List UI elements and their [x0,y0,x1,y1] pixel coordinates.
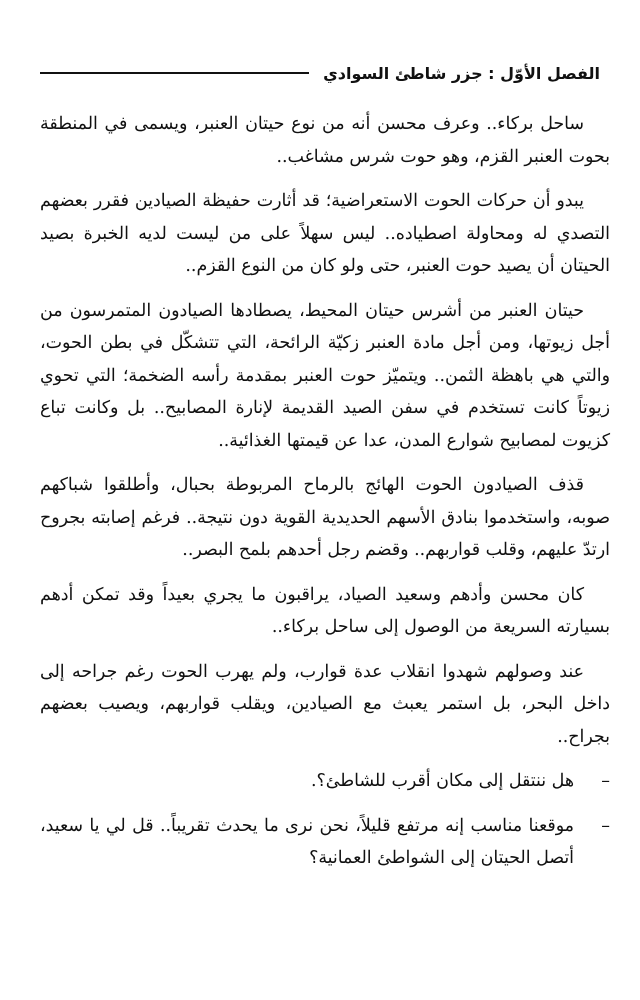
chapter-title: الفصل الأوّل : جزر شاطئ السوادي [323,63,600,83]
running-header [40,58,600,88]
paragraph: ساحل بركاء.. وعرف محسن أنه من نوع حيتان العنبر، ويسمى في المنطقة بحوت العنبر القزم، وهو حوت شرس مشاغب.. [40,114,610,167]
dialogue-text: موقعنا مناسب إنه مرتفع قليلاً، نحن نرى ما يحدث تقريباً.. قل لي يا سعيد، أتصل الحيتان إلى الشواطئ العمانية؟ [40,815,574,868]
dialogue-dash: – [601,771,610,791]
dialogue-line [40,810,610,875]
paragraph: قذف الصيادون الحوت الهائج بالرماح المربوطة بحبال، وأطلقوا شباكهم صوبه، واستخدموا بنادق الأسهم الحديدية القوية دون نتيجة.. فرغم إصابته بجروح ارتدّ عليهم، وقلب قواربهم.. وقضم رجل أحدهم بلمح البصر.. [40,475,610,560]
header-rule [40,72,309,74]
dialogue-text: هل ننتقل إلى مكان أقرب للشاطئ؟. [311,771,574,791]
page-body [40,108,610,887]
paragraph: يبدو أن حركات الحوت الاستعراضية؛ قد أثارت حفيظة الصيادين فقرر بعضهم التصدي له ومحاولة اصطياده.. ليس سهلاً على من ليست لديه الخبرة بصيد الحيتان أن يصيد حوت العنبر، حتى ولو كان من النوع القزم.. [40,191,610,276]
dialogue-line [40,765,610,798]
paragraph: حيتان العنبر من أشرس حيتان المحيط، يصطادها الصيادون المتمرسون من أجل زيوتها، ومن أجل مادة العنبر زكيّة الرائحة، التي تتشكّل في بطن الحوت، والتي هي باهظة الثمن.. ويتميّز حوت العنبر بمقدمة رأسه الضخمة؛ التي تحوي زيوتاً كانت تستخدم في سفن الصيد القديمة لإنارة المصابيح.. بل وكانت تباع كزيوت لمصابيح شوارع المدن، عدا عن قيمتها الغذائية.. [40,300,610,451]
paragraph: كان محسن وأدهم وسعيد الصياد، يراقبون ما يجري بعيداً وقد تمكن أدهم بسيارته السريعة من الوصول إلى ساحل بركاء.. [40,584,610,637]
dialogue-dash: – [601,815,610,836]
paragraph: عند وصولهم شهدوا انقلاب عدة قوارب، ولم يهرب الحوت رغم جراحه إلى داخل البحر، بل استمر يعبث مع الصيادين، ويقلب قواربهم، ويصيب بعضهم بجراح.. [40,661,610,747]
